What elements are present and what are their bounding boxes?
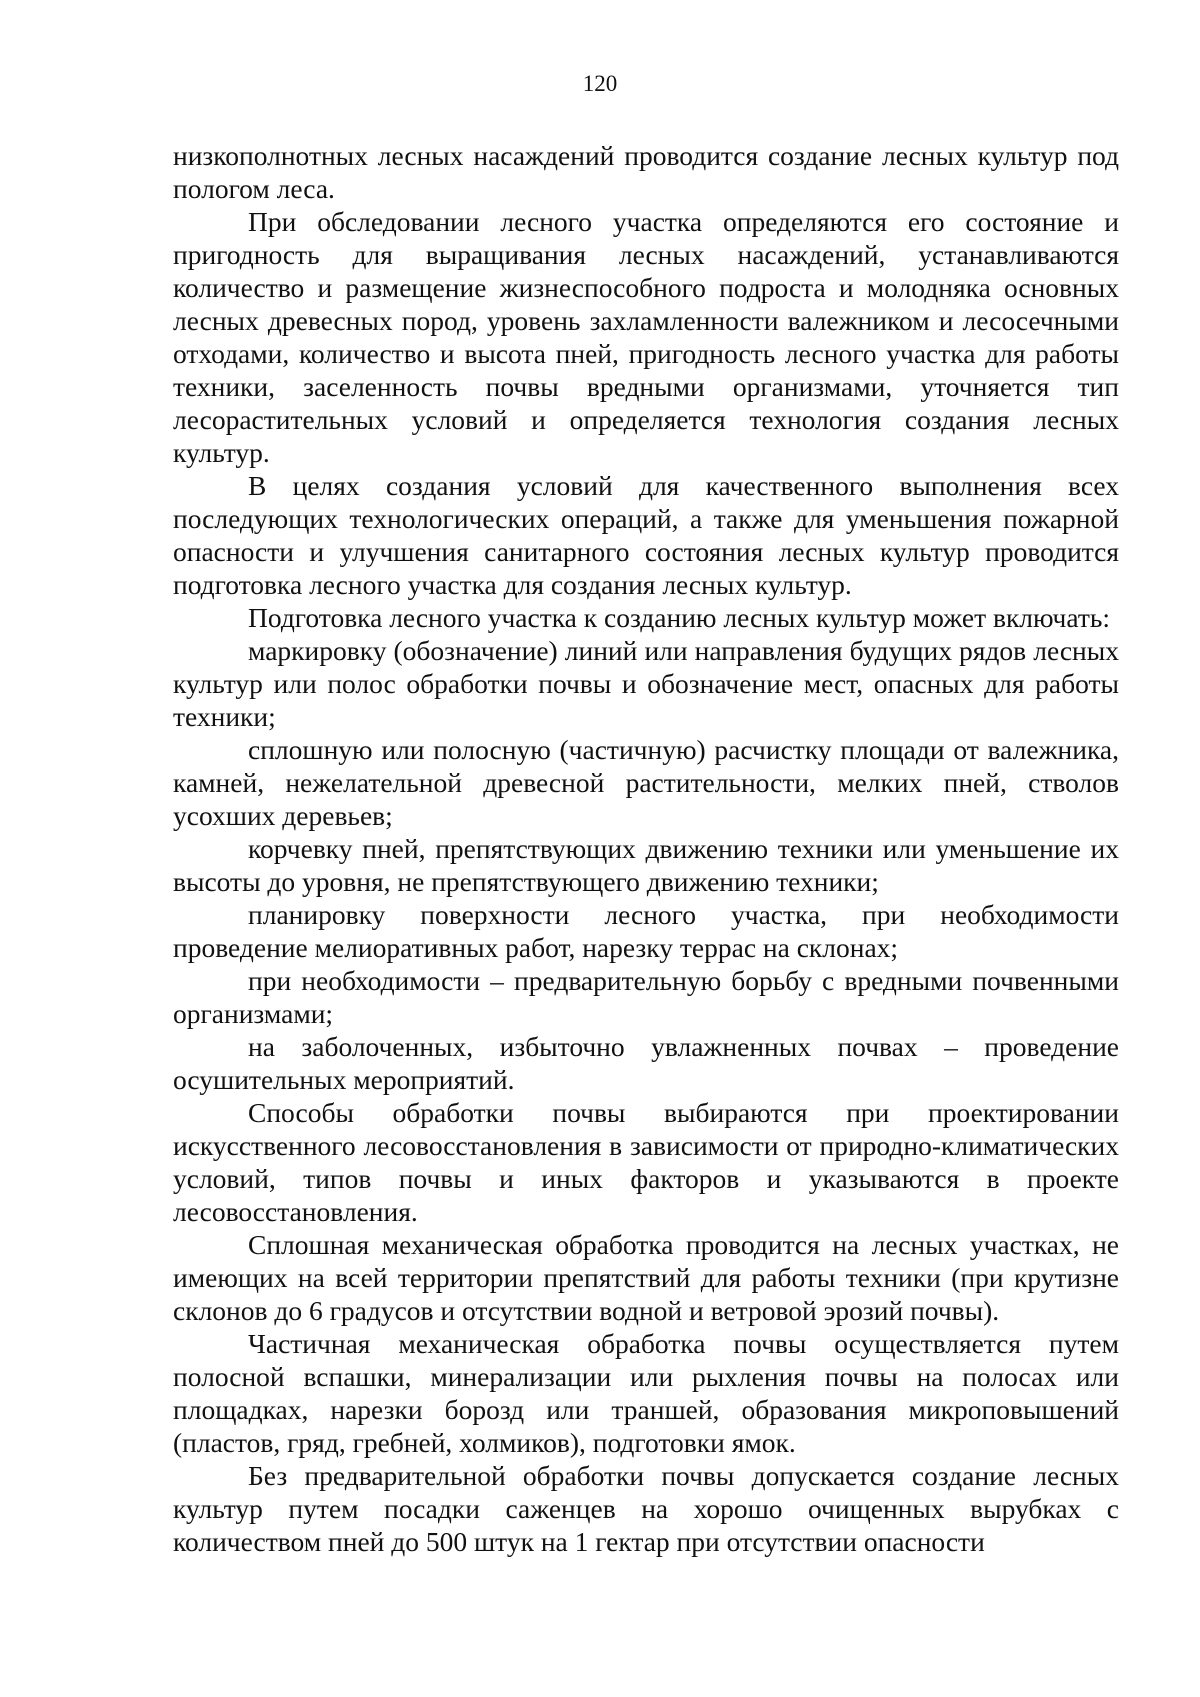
paragraph-4: Подготовка лесного участка к созданию лесных культур может включать: xyxy=(248,602,1111,633)
paragraph-12: Сплошная механическая обработка проводится на лесных участках, не имеющих на всей территории препятствий для работы техники (при крутизне склонов до 6 градусов и отсутствии водной и ветровой эрозий почвы). xyxy=(173,1229,1119,1326)
paragraph-3: В целях создания условий для качественного выполнения всех последующих технологических операций, а также для уменьшения пожарной опасности и улучшения санитарного состояния лесных культур проводится подготовка лесного участка для создания лесных культур. xyxy=(173,470,1119,600)
paragraph-2: При обследовании лесного участка определяются его состояние и пригодность для выращивания лесных насаждений, устанавливаются количество и размещение жизнеспособного подроста и молодняка основных лесных древесных пород, уровень захламленности валежником и лесосечными отходами, количество и высота пней, пригодность лесного участка для работы техники, заселенность почвы вредными организмами, уточняется тип лесорастительных условий и определяется технология создания лесных культур. xyxy=(173,206,1119,468)
paragraph-13: Частичная механическая обработка почвы осуществляется путем полосной вспашки, минерализации или рыхления почвы на полосах или площадках, нарезки борозд или траншей, образования микроповышений (пластов, гряд, гребней, холмиков), подготовки ямок. xyxy=(173,1328,1119,1458)
page-number: 120 xyxy=(582,71,618,96)
body-text xyxy=(173,139,1119,1558)
paragraph-11: Способы обработки почвы выбираются при проектировании искусственного лесовосстановления в зависимости от природно-климатических условий, типов почвы и иных факторов и указываются в проекте лесовосстановления. xyxy=(173,1097,1119,1227)
paragraph-5: маркировку (обозначение) линий или направления будущих рядов лесных культур или полос обработки почвы и обозначение мест, опасных для работы техники; xyxy=(173,635,1119,732)
paragraph-10: на заболоченных, избыточно увлажненных почвах – проведение осушительных мероприятий. xyxy=(173,1031,1119,1095)
paragraph-1: низкополнотных лесных насаждений проводится создание лесных культур под пологом леса. xyxy=(173,140,1119,204)
paragraph-8: планировку поверхности лесного участка, при необходимости проведение мелиоративных работ, нарезку террас на склонах; xyxy=(173,899,1119,963)
paragraph-7: корчевку пней, препятствующих движению техники или уменьшение их высоты до уровня, не препятствующего движению техники; xyxy=(173,833,1119,897)
paragraph-14: Без предварительной обработки почвы допускается создание лесных культур путем посадки саженцев на хорошо очищенных вырубках с количеством пней до 500 штук на 1 гектар при отсутствии опасности xyxy=(173,1460,1119,1557)
paragraph-6: сплошную или полосную (частичную) расчистку площади от валежника, камней, нежелательной древесной растительности, мелких пней, стволов усохших деревьев; xyxy=(173,734,1119,831)
paragraph-9: при необходимости – предварительную борьбу с вредными почвенными организмами; xyxy=(173,965,1119,1029)
